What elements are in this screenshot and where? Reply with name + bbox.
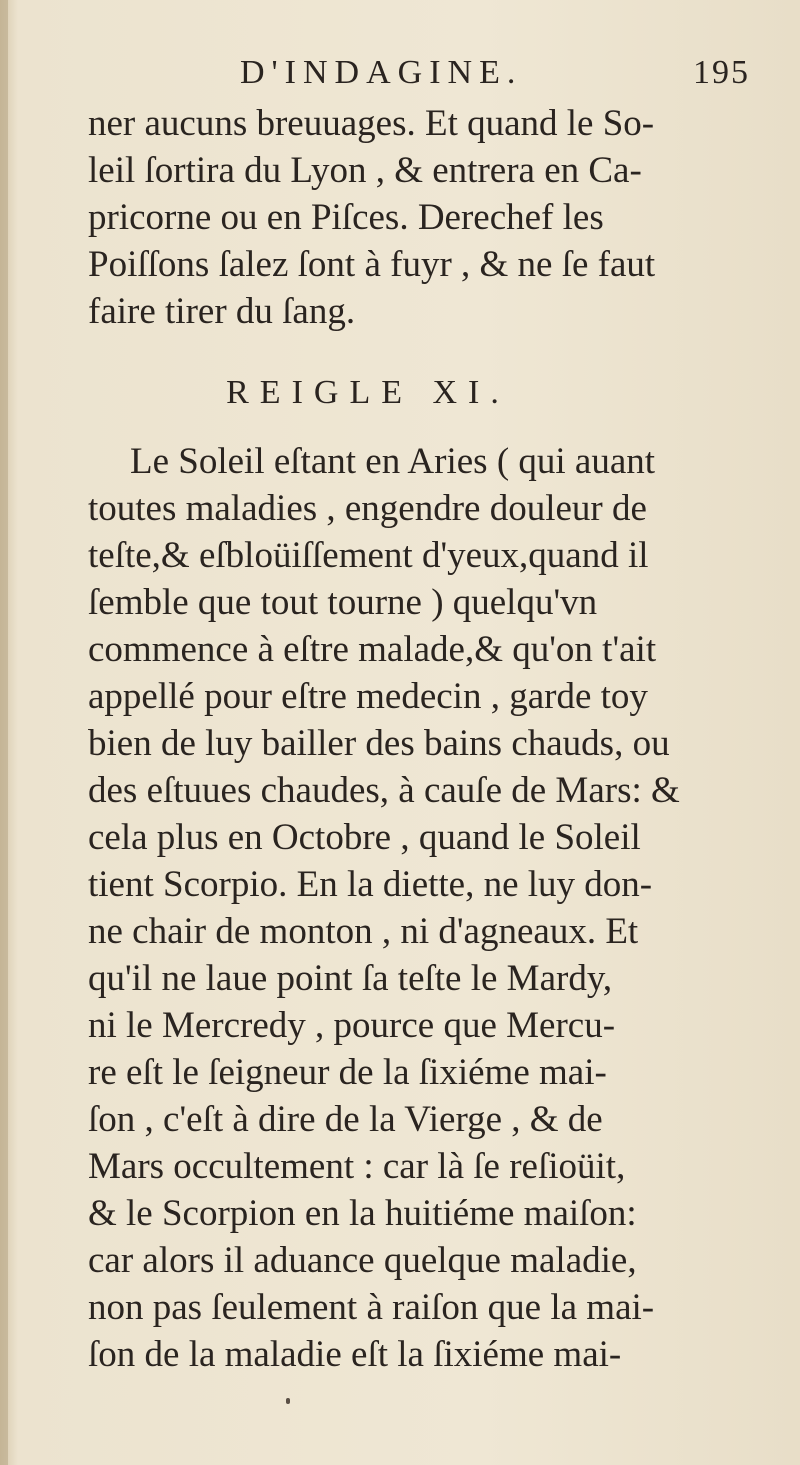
text-line: bien de luy bailler des bains chauds, ou	[88, 723, 670, 764]
text-line: appellé pour eſtre medecin , garde toy	[88, 676, 648, 717]
text-line: ſemble que tout tourne ) quelqu'vn	[88, 582, 598, 623]
ink-speck	[286, 1398, 290, 1404]
text-line: ne chair de monton , ni d'agneaux. Et	[88, 911, 639, 952]
text-line: ſon , c'eſt à dire de la Vierge , & de	[88, 1099, 603, 1140]
page-number: 195	[693, 54, 750, 91]
text-line: re eſt le ſeigneur de la ſixiéme mai-	[88, 1052, 607, 1093]
text-line: Mars occultement : car là ſe reſioüit,	[88, 1146, 626, 1187]
paragraph-reigle-xi	[88, 438, 748, 1378]
text-line: ſon de la maladie eſt la ſixiéme mai-	[88, 1334, 622, 1375]
text-line: toutes maladies , engendre douleur de	[88, 488, 647, 529]
text-line: qu'il ne laue point ſa teſte le Mardy,	[88, 958, 613, 999]
text-block	[88, 100, 748, 1378]
text-line: teſte,& eſbloüiſſement d'yeux,quand il	[88, 535, 649, 576]
text-line: faire tirer du ſang.	[88, 291, 356, 332]
page-gutter-edge	[0, 0, 8, 1465]
text-line: tient Scorpio. En la diette, ne luy don-	[88, 864, 653, 905]
paragraph-continuation	[88, 100, 748, 335]
text-line: ner aucuns breuuages. Et quand le So-	[88, 103, 655, 144]
text-line: non pas ſeulement à raiſon que la mai-	[88, 1287, 655, 1328]
text-line: commence à eſtre malade,& qu'on t'ait	[88, 629, 657, 670]
text-line: Poiſſons ſalez ſont à fuyr , & ne ſe faut	[88, 244, 656, 285]
text-line: & le Scorpion en la huitiéme maiſon:	[88, 1193, 637, 1234]
text-line: leil ſortira du Lyon , & entrera en Ca-	[88, 150, 642, 191]
text-line: des eſtuues chaudes, à cauſe de Mars: &	[88, 770, 680, 811]
running-head: D'INDAGINE.	[240, 54, 523, 91]
text-line: ni le Mercredy , pource que Mercu-	[88, 1005, 616, 1046]
text-line: Le Soleil eſtant en Aries ( qui auant	[130, 441, 656, 482]
text-line: pricorne ou en Piſces. Derechef les	[88, 197, 604, 238]
page-header	[90, 48, 750, 104]
text-line: car alors il aduance quelque maladie,	[88, 1240, 637, 1281]
text-line: cela plus en Octobre , quand le Soleil	[88, 817, 641, 858]
section-heading: REIGLE XI.	[226, 374, 510, 411]
